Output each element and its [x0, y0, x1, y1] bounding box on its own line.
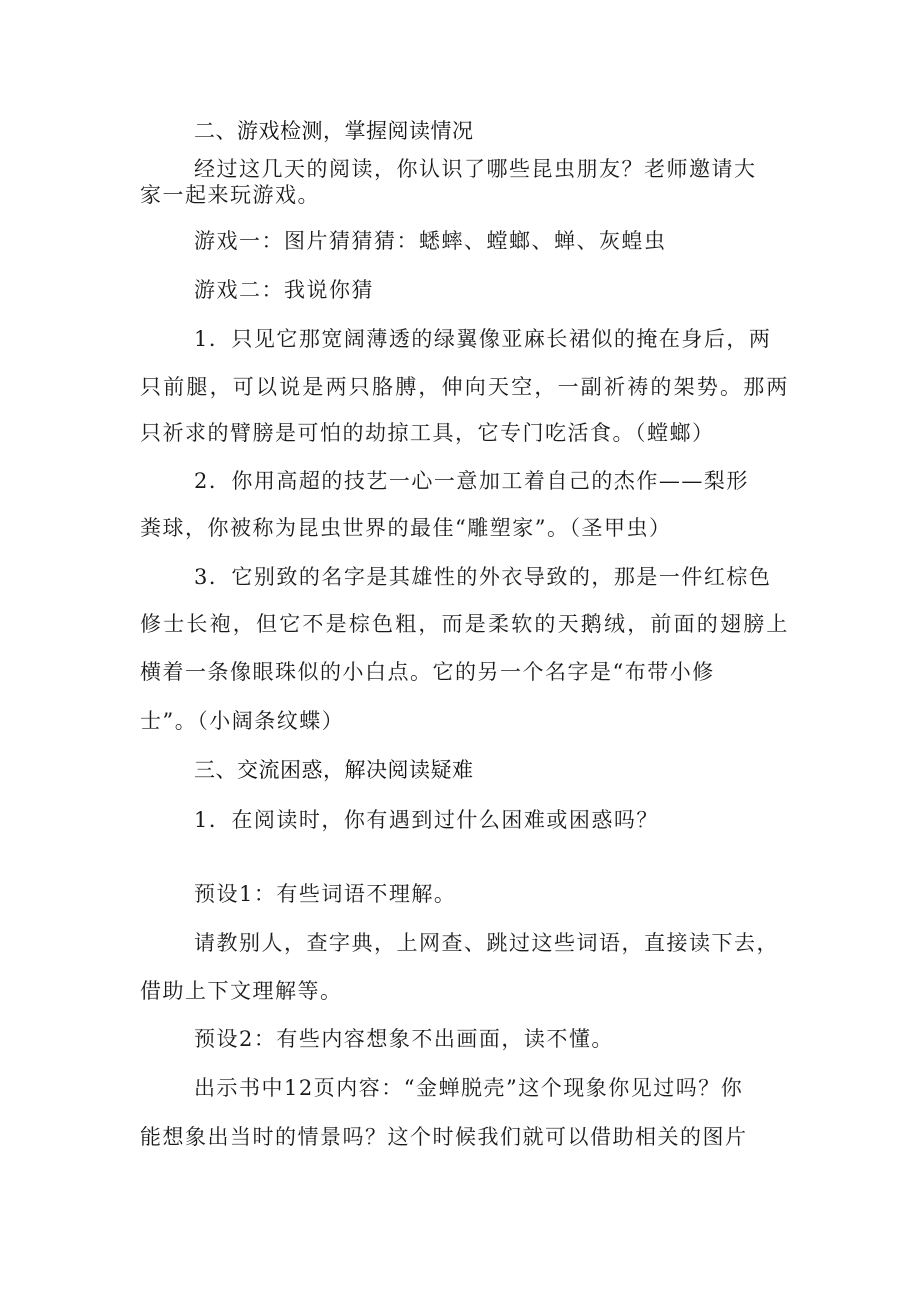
preset-2-line: 预设2：有些内容想象不出画面，读不懂。 [194, 1027, 614, 1051]
section-2-intro-line-1: 经过这几天的阅读，你认识了哪些昆虫朋友？老师邀请大 [194, 157, 757, 181]
game-1-line: 游戏一：图片猜猜猜：蟋蟀、螳螂、蝉、灰蝗虫 [194, 229, 667, 253]
preset-2-answer-line-2: 能想象出当时的情景吗？这个时候我们就可以借助相关的图片 [140, 1125, 748, 1149]
riddle-3-line-2: 修士长袍，但它不是棕色粗，而是柔软的天鹅绒，前面的翅膀上 [140, 612, 790, 636]
section-3-heading: 三、交流困惑，解决阅读疑难 [194, 758, 474, 782]
riddle-3-line-4: 士”。（小阔条纹蝶） [140, 709, 345, 733]
preset-2-answer-line-1: 出示书中12页内容：“金蝉脱壳”这个现象你见过吗？你 [194, 1076, 744, 1100]
riddle-3-line-1: 3．它别致的名字是其雄性的外衣导致的，那是一件红棕色 [194, 565, 772, 589]
riddle-1-line-2: 只前腿，可以说是两只胳膊，伸向天空，一副祈祷的架势。那两 [140, 375, 790, 399]
riddle-1-line-1: 1．只见它那宽阔薄透的绿翼像亚麻长裙似的掩在身后，两 [194, 327, 772, 351]
game-2-line: 游戏二：我说你猜 [194, 278, 374, 302]
preset-1-line: 预设1：有些词语不理解。 [194, 882, 457, 906]
riddle-1-line-3: 只祈求的臂膀是可怕的劫掠工具，它专门吃活食。（螳螂） [140, 421, 715, 445]
preset-1-answer-line-1: 请教别人，查字典，上网查、跳过这些词语，直接读下去， [194, 931, 779, 955]
question-1-line: 1．在阅读时，你有遇到过什么困难或困惑吗？ [194, 808, 659, 832]
riddle-2-line-1: 2．你用高超的技艺一心一意加工着自己的杰作——梨形 [194, 469, 749, 493]
riddle-2-line-2: 粪球，你被称为昆虫世界的最佳“雕塑家”。（圣甲虫） [140, 516, 672, 540]
section-2-intro-line-2: 家一起来玩游戏。 [140, 183, 320, 207]
preset-1-answer-line-2: 借助上下文理解等。 [140, 979, 343, 1003]
riddle-3-line-3: 横着一条像眼珠似的小白点。它的另一个名字是“布带小修 [140, 660, 715, 684]
section-2-heading: 二、游戏检测，掌握阅读情况 [194, 119, 474, 143]
